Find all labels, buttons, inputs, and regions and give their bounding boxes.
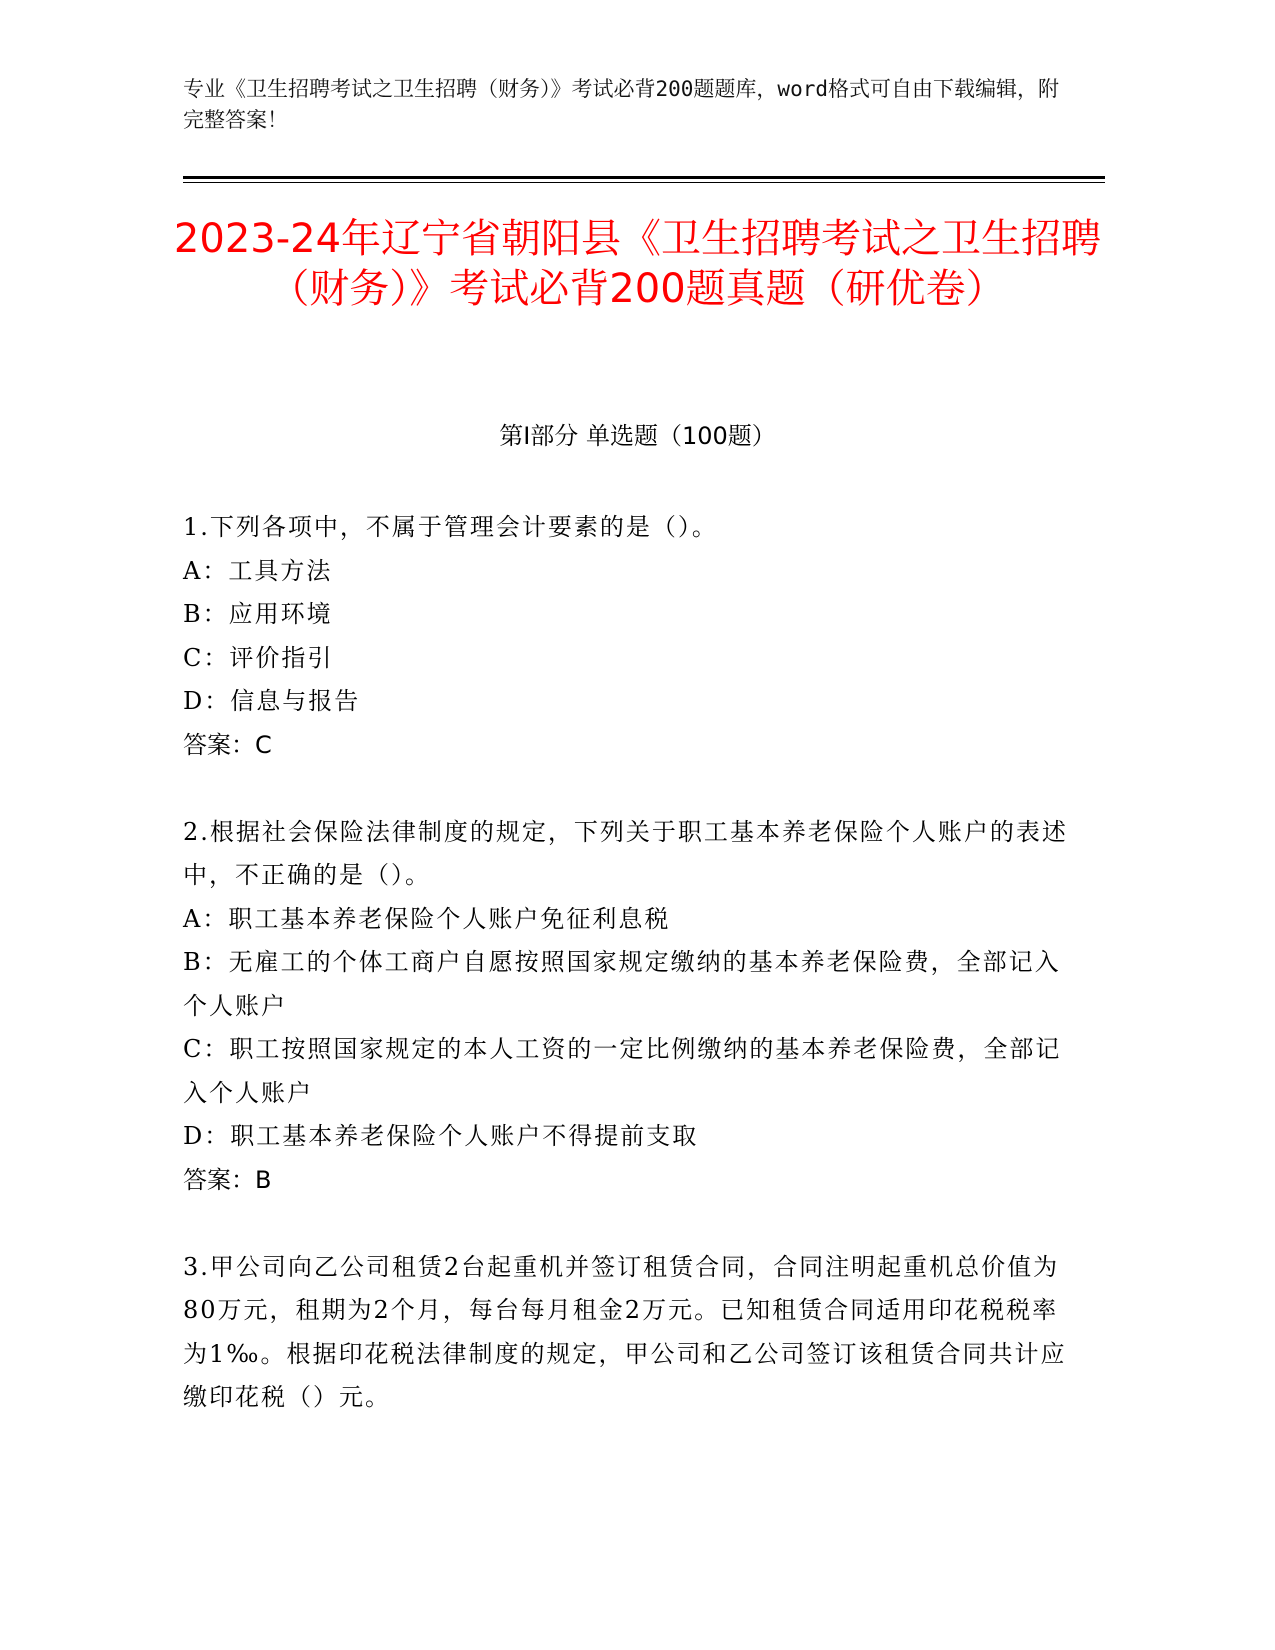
option-a: A：职工基本养老保险个人账户免征利息税 xyxy=(183,904,671,933)
section-title: 第Ⅰ部分 单选题（100题） xyxy=(499,422,776,450)
option-d: D：信息与报告 xyxy=(183,687,361,715)
header-rule-thick xyxy=(183,176,1105,179)
header-rule-thin xyxy=(183,182,1105,183)
question-stem: 3.甲公司向乙公司租赁2台起重机并签订租赁合同，合同注明起重机总价值为80万元，租期为2个月，每台每月租金2万元。已知租赁合同适用印花税税率为1‰。根据印花税法律制度的规定，甲公司和乙公司签订该租赁合同共计应缴印花税（）元。 xyxy=(183,1252,1067,1411)
question-stem: 2.根据社会保险法律制度的规定，下列关于职工基本养老保险个人账户的表述中，不正确的是（）。 xyxy=(183,817,1068,889)
question-1 xyxy=(183,506,1083,767)
option-a: A：工具方法 xyxy=(183,556,333,585)
option-c: C：评价指引 xyxy=(183,643,334,672)
question-stem: 1.下列各项中，不属于管理会计要素的是（）。 xyxy=(183,513,718,541)
question-2 xyxy=(183,811,1083,1203)
question-3 xyxy=(183,1246,1083,1420)
option-b: B：应用环境 xyxy=(183,600,333,628)
answer: 答案：B xyxy=(183,1165,272,1194)
document-title: 2023-24年辽宁省朝阳县《卫生招聘考试之卫生招聘（财务）》考试必背200题真题（研优卷） xyxy=(173,216,1102,312)
question-list xyxy=(183,506,1083,1463)
answer: 答案：C xyxy=(183,730,272,759)
option-d: D：职工基本养老保险个人账户不得提前支取 xyxy=(183,1122,699,1150)
option-b: B：无雇工的个体工商户自愿按照国家规定缴纳的基本养老保险费，全部记入个人账户 xyxy=(183,948,1061,1020)
header-note: 专业《卫生招聘考试之卫生招聘（财务）》考试必背200题题库，word格式可自由下载编辑，附完整答案！ xyxy=(183,77,1059,132)
option-c: C：职工按照国家规定的本人工资的一定比例缴纳的基本养老保险费，全部记入个人账户 xyxy=(183,1035,1062,1107)
